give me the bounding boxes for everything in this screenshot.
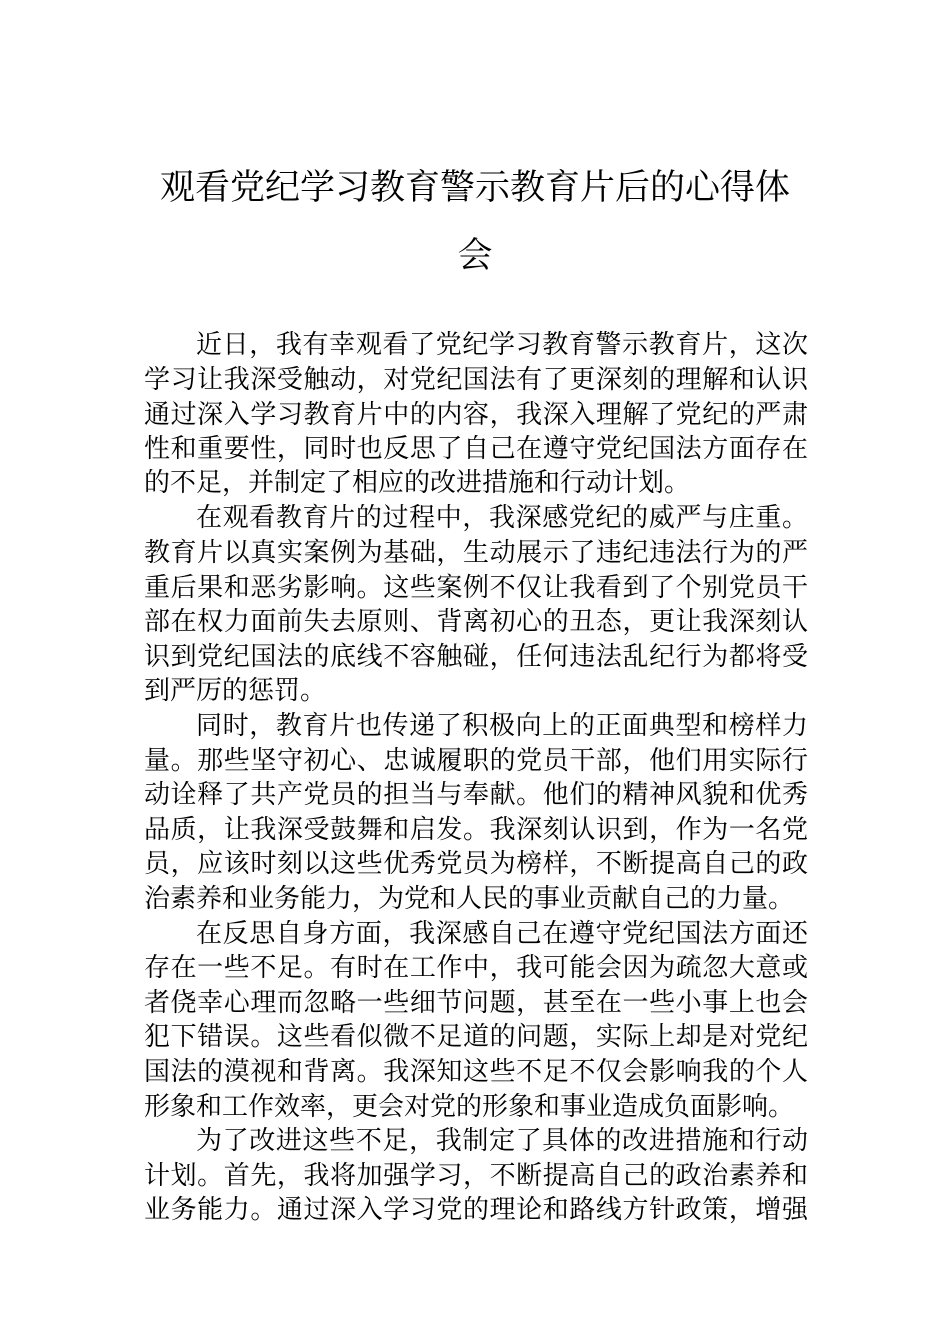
body-line-25: 计划。首先，我将加强学习，不断提高自己的政治素养和 (144, 1161, 808, 1191)
body-line-5: 的不足，并制定了相应的改进措施和行动计划。 (144, 468, 691, 498)
body-line-11: 到严厉的惩罚。 (144, 676, 327, 706)
body-line-4: 性和重要性，同时也反思了自己在遵守党纪国法方面存在 (144, 434, 808, 464)
body-line-9: 部在权力面前失去原则、背离初心的丑态，更让我深刻认 (144, 607, 808, 637)
body-line-10: 识到党纪国法的底线不容触碰，任何违法乱纪行为都将受 (144, 642, 808, 672)
body-line-21: 犯下错误。这些看似微不足道的问题，实际上却是对党纪 (144, 1022, 808, 1052)
body-line-24: 为了改进这些不足，我制定了具体的改进措施和行动 (196, 1126, 808, 1156)
body-line-15: 品质，让我深受鼓舞和启发。我深刻认识到，作为一名党 (144, 815, 808, 845)
body-line-18: 在反思自身方面，我深感自己在遵守党纪国法方面还 (196, 919, 808, 949)
body-line-6: 在观看教育片的过程中，我深感党纪的威严与庄重。 (196, 503, 808, 533)
body-line-12: 同时，教育片也传递了积极向上的正面典型和榜样力 (196, 711, 808, 741)
body-line-17: 治素养和业务能力，为党和人民的事业贡献自己的力量。 (144, 884, 795, 914)
body-line-22: 国法的漠视和背离。我深知这些不足不仅会影响我的个人 (144, 1057, 808, 1087)
body-line-7: 教育片以真实案例为基础，生动展示了违纪违法行为的严 (144, 538, 808, 568)
body-line-20: 者侥幸心理而忽略一些细节问题，甚至在一些小事上也会 (144, 988, 808, 1018)
body-line-26: 业务能力。通过深入学习党的理论和路线方针政策，增强 (144, 1195, 808, 1225)
body-line-1: 近日，我有幸观看了党纪学习教育警示教育片，这次 (196, 330, 808, 360)
document-title-line-1: 观看党纪学习教育警示教育片后的心得体 (159, 168, 790, 208)
body-line-2: 学习让我深受触动，对党纪国法有了更深刻的理解和认识 (144, 365, 808, 395)
body-line-14: 动诠释了共产党员的担当与奉献。他们的精神风貌和优秀 (144, 780, 808, 810)
body-line-8: 重后果和恶劣影响。这些案例不仅让我看到了个别党员干 (144, 573, 808, 603)
body-line-3: 通过深入学习教育片中的内容，我深入理解了党纪的严肃 (144, 400, 808, 430)
body-line-16: 员，应该时刻以这些优秀党员为榜样，不断提高自己的政 (144, 849, 808, 879)
document-title-line-2: 会 (457, 236, 493, 276)
body-line-19: 存在一些不足。有时在工作中，我可能会因为疏忽大意或 (144, 953, 808, 983)
body-line-23: 形象和工作效率，更会对党的形象和事业造成负面影响。 (144, 1092, 795, 1122)
body-line-13: 量。那些坚守初心、忠诚履职的党员干部，他们用实际行 (144, 746, 808, 776)
